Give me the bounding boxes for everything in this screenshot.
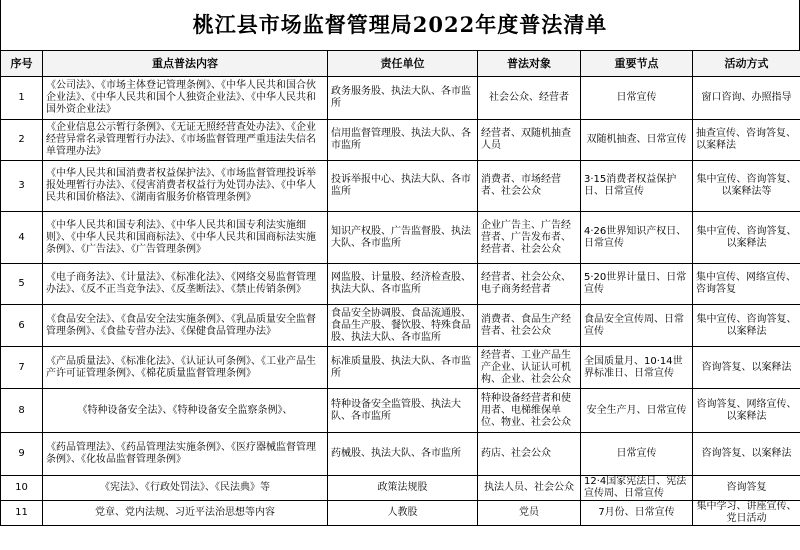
cell-unit: 投诉举报中心、执法大队、各市监所 (328, 161, 478, 212)
cell-node: 12·4国家宪法日、宪法宣传周、日常宣传 (581, 476, 693, 501)
table-row (1, 347, 800, 389)
cell-unit: 特种设备安全监管股、执法大队、各市监所 (328, 389, 478, 433)
table-row (1, 476, 800, 501)
cell-method: 集中宣传、网络宣传、咨询答复 (693, 264, 800, 305)
cell-target: 经营者、社会公众、电子商务经营者 (478, 264, 581, 305)
cell-content: 《食品安全法》、《食品安全法实施条例》、《乳品质量安全监督管理条例》、《食盐专营办法》、《保健食品管理办法》 (43, 305, 328, 347)
cell-node: 5·20世界计量日、日常宣传 (581, 264, 693, 305)
cell-node: 全国质量月、10·14世界标准日、日常宣传 (581, 347, 693, 389)
cell-method: 咨询答复、网络宣传、以案释法 (693, 389, 800, 433)
cell-seq: 8 (1, 389, 43, 433)
cell-content: 《公司法》、《市场主体登记管理条例》、《中华人民共和国合伙企业法》、《中华人民共和国个人独资企业法》、《中华人民共和国外资企业法》 (43, 77, 328, 120)
table-row (1, 389, 800, 433)
cell-seq: 7 (1, 347, 43, 389)
cell-seq: 9 (1, 433, 43, 476)
cell-target: 经营者、工业产品生产企业、认证认可机构、企业、社会公众 (478, 347, 581, 389)
cell-target: 经营者、双随机抽查人员 (478, 120, 581, 161)
cell-unit: 标准质量股、执法大队、各市监所 (328, 347, 478, 389)
cell-method: 集中学习、讲座宣传、党日活动 (693, 501, 800, 526)
cell-node: 安全生产月、日常宣传 (581, 389, 693, 433)
cell-seq: 1 (1, 77, 43, 120)
cell-seq: 4 (1, 212, 43, 264)
cell-seq: 11 (1, 501, 43, 526)
header-target: 普法对象 (478, 51, 581, 77)
table-row (1, 305, 800, 347)
cell-node: 3·15消费者权益保护日、日常宣传 (581, 161, 693, 212)
cell-unit: 信用监督管理股、执法大队、各市监所 (328, 120, 478, 161)
cell-unit: 药械股、执法大队、各市监所 (328, 433, 478, 476)
cell-unit: 政策法规股 (328, 476, 478, 501)
cell-method: 集中宣传、咨询答复、以案释法 (693, 305, 800, 347)
cell-method: 咨询答复 (693, 476, 800, 501)
cell-method: 咨询答复、以案释法 (693, 347, 800, 389)
cell-content: 《药品管理法》、《药品管理法实施条例》、《医疗器械监督管理条例》、《化妆品监督管理条例》 (43, 433, 328, 476)
cell-method: 窗口咨询、办照指导 (693, 77, 800, 120)
cell-node: 双随机抽查、日常宣传 (581, 120, 693, 161)
header-seq: 序号 (1, 51, 43, 77)
cell-content: 党章、党内法规、习近平法治思想等内容 (43, 501, 328, 526)
table-row (1, 264, 800, 305)
header-node: 重要节点 (581, 51, 693, 77)
cell-target: 药店、社会公众 (478, 433, 581, 476)
cell-content: 《中华人民共和国消费者权益保护法》、《市场监督管理投诉举报处理暂行办法》、《侵害消费者权益行为处罚办法》、《中华人民共和国价格法》、《湖南省服务价格管理条例》 (43, 161, 328, 212)
table-row (1, 77, 800, 120)
cell-method: 抽查宣传、咨询答复、以案释法 (693, 120, 800, 161)
table-row (1, 212, 800, 264)
cell-content: 《特种设备安全法》、《特种设备安全监察条例》、 (43, 389, 328, 433)
cell-unit: 食品安全协调股、食品流通股、食品生产股、餐饮股、特殊食品股、执法大队、各市监所 (328, 305, 478, 347)
cell-target: 社会公众、经营者 (478, 77, 581, 120)
cell-content: 《中华人民共和国专利法》、《中华人民共和国专利法实施细则》、《中华人民共和国商标法》、《中华人民共和国商标法实施条例》、《广告法》、《广告管理条例》 (43, 212, 328, 264)
cell-node: 日常宣传 (581, 77, 693, 120)
cell-target: 消费者、食品生产经营者、社会公众 (478, 305, 581, 347)
cell-seq: 2 (1, 120, 43, 161)
cell-target: 特种设备经营者和使用者、电梯维保单位、物业、社会公众 (478, 389, 581, 433)
document-title: 桃江县市场监督管理局2022年度普法清单 (0, 0, 800, 50)
cell-seq: 10 (1, 476, 43, 501)
law-list-table (0, 50, 800, 526)
cell-content: 《产品质量法》、《标准化法》、《认证认可条例》、《工业产品生产许可证管理条例》、《棉花质量监督管理条例》 (43, 347, 328, 389)
cell-node: 食品安全宣传周、日常宣传 (581, 305, 693, 347)
header-method: 活动方式 (693, 51, 800, 77)
table-row (1, 120, 800, 161)
header-content: 重点普法内容 (43, 51, 328, 77)
cell-method: 集中宣传、咨询答复、以案释法等 (693, 161, 800, 212)
cell-content: 《电子商务法》、《计量法》、《标准化法》、《网络交易监督管理办法》、《反不正当竞争法》、《反垄断法》、《禁止传销条例》 (43, 264, 328, 305)
cell-unit: 政务服务股、执法大队、各市监所 (328, 77, 478, 120)
cell-method: 集中宣传、咨询答复、以案释法 (693, 212, 800, 264)
cell-method: 咨询答复、以案释法 (693, 433, 800, 476)
cell-unit: 人教股 (328, 501, 478, 526)
cell-node: 4·26世界知识产权日、日常宣传 (581, 212, 693, 264)
cell-unit: 网监股、计量股、经济检查股、执法大队、各市监所 (328, 264, 478, 305)
cell-content: 《企业信息公示暂行条例》、《无证无照经营查处办法》、《企业经营异常名录管理暂行办法》、《市场监督管理严重违法失信名单管理办法》 (43, 120, 328, 161)
cell-content: 《宪法》、《行政处罚法》、《民法典》等 (43, 476, 328, 501)
header-unit: 责任单位 (328, 51, 478, 77)
cell-unit: 知识产权股、广告监督股、执法大队、各市监所 (328, 212, 478, 264)
cell-target: 消费者、市场经营者、社会公众 (478, 161, 581, 212)
cell-node: 7月份、日常宣传 (581, 501, 693, 526)
cell-target: 执法人员、社会公众 (478, 476, 581, 501)
table-row (1, 501, 800, 526)
table-row (1, 433, 800, 476)
table-row (1, 161, 800, 212)
cell-seq: 6 (1, 305, 43, 347)
cell-seq: 5 (1, 264, 43, 305)
cell-target: 企业广告主、广告经营者、广告发布者、经营者、社会公众 (478, 212, 581, 264)
cell-target: 党员 (478, 501, 581, 526)
cell-node: 日常宣传 (581, 433, 693, 476)
cell-seq: 3 (1, 161, 43, 212)
table-header-row (1, 51, 800, 77)
